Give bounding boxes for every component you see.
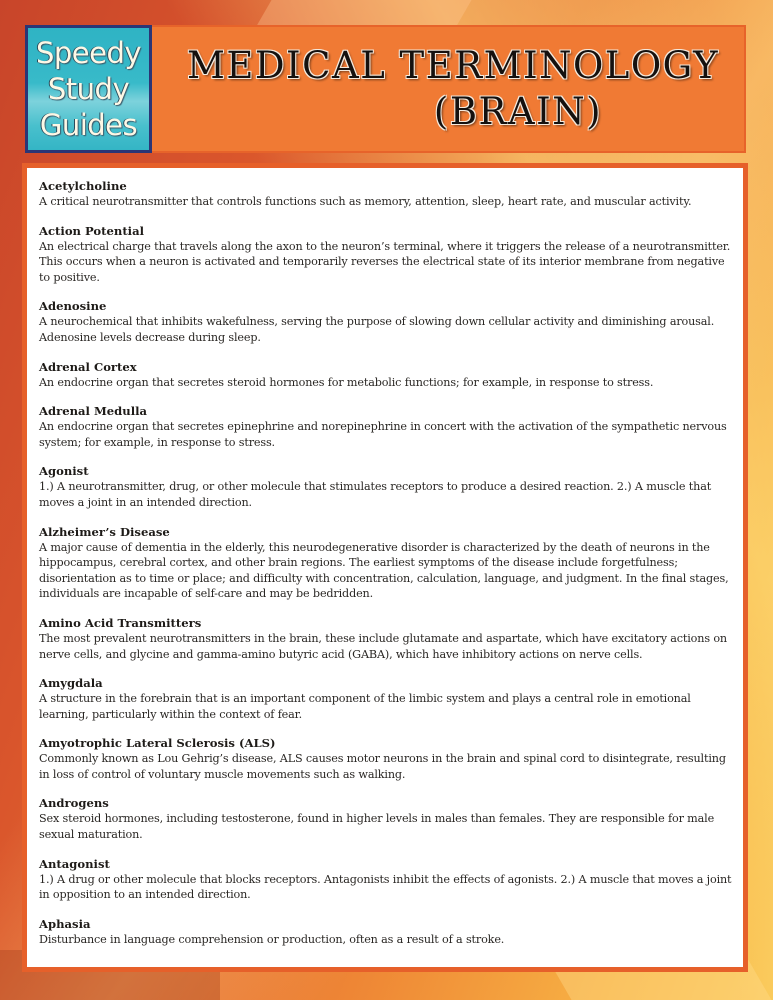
term-heading: Aphasia: [39, 916, 91, 931]
glossary-entry: [39, 298, 733, 345]
term-definition: Sex steroid hormones, including testosterone, found in higher levels in males than females. They are responsible for male sexual maturation.: [39, 812, 715, 842]
content-frame: [22, 163, 748, 972]
term-definition: Disturbance in language comprehension or production, often as a result of a stroke.: [39, 932, 505, 946]
glossary-entry: [39, 524, 733, 602]
glossary-entry: [39, 615, 733, 662]
glossary-entry: [39, 403, 733, 450]
term-heading: Androgens: [39, 796, 109, 811]
page-subtitle: (BRAIN): [433, 90, 603, 133]
term-heading: Agonist: [39, 464, 89, 479]
term-heading: Adenosine: [39, 299, 107, 314]
term-heading: Amygdala: [39, 676, 103, 691]
term-heading: Alzheimer’s Disease: [39, 524, 170, 539]
glossary-entry: [39, 916, 733, 948]
glossary-entry: [39, 675, 733, 722]
term-definition: An endocrine organ that secretes steroid hormones for metabolic functions; for example, in response to stress.: [39, 375, 654, 389]
term-heading: Acetylcholine: [39, 179, 127, 193]
term-definition: An endocrine organ that secretes epinephrine and norepinephrine in concert with the activation of the sympathetic nervous system; for example, in response to stress.: [39, 420, 727, 449]
term-definition: 1.) A neurotransmitter, drug, or other molecule that stimulates receptors to produce a desired reaction. 2.) A muscle that moves a joint in an intended direction.: [39, 480, 712, 509]
term-heading: Antagonist: [39, 856, 110, 871]
term-definition: A neurochemical that inhibits wakefulness, serving the purpose of slowing down cellular activity and diminishing arousal. Adenosine levels decrease during sleep.: [39, 315, 715, 344]
logo-line: Study: [47, 72, 130, 106]
glossary-entry: [39, 856, 733, 903]
term-definition: Commonly known as Lou Gehrig’s disease, ALS causes motor neurons in the brain and spinal cord to disintegrate, resulting in loss of control of voluntary muscle movements such as walking.: [39, 752, 726, 781]
logo-line: Speedy: [35, 36, 142, 70]
speedy-study-guides-logo: [25, 25, 152, 153]
term-heading: Amino Acid Transmitters: [39, 615, 202, 630]
title-banner: [150, 25, 746, 153]
term-heading: Adrenal Cortex: [39, 359, 137, 374]
glossary-entry: [39, 735, 733, 782]
term-definition: 1.) A drug or other molecule that blocks receptors. Antagonists inhibit the effects of agonists. 2.) A muscle that moves a joint in opposition to an intended direction.: [39, 872, 732, 902]
logo-line: Guides: [39, 108, 138, 142]
term-heading: Action Potential: [39, 223, 144, 238]
glossary-entry: [39, 223, 733, 286]
term-definition: A critical neurotransmitter that controls functions such as memory, attention, sleep, heart rate, and muscular activity.: [39, 195, 692, 208]
term-definition: A structure in the forebrain that is an important component of the limbic system and plays a central role in emotional learning, particularly within the context of fear.: [39, 692, 691, 721]
glossary-entry: [39, 178, 733, 210]
page-title: MEDICAL TERMINOLOGY: [186, 44, 720, 87]
glossary-entry: [39, 359, 733, 391]
term-heading: Adrenal Medulla: [39, 404, 148, 419]
term-definition: An electrical charge that travels along the axon to the neuron’s terminal, where it triggers the release of a neurotransmitter. This occurs when a neuron is activated and temporarily reverses the electrical state of its interior membrane from negative to positive.: [39, 239, 731, 284]
term-definition: A major cause of dementia in the elderly, this neurodegenerative disorder is characterized by the death of neurons in the hippocampus, cerebral cortex, and other brain regions. The earliest symptoms of the disease include forgetfulness; disorientation as to time or place; and difficulty with concentration, calculation, language, and judgment. In the final stages, individuals are incapable of self-care and may be bedridden.: [39, 540, 729, 601]
glossary-list: [27, 168, 743, 967]
glossary-entry: [39, 795, 733, 842]
term-definition: The most prevalent neurotransmitters in the brain, these include glutamate and aspartate, which have excitatory actions on nerve cells, and glycine and gamma-amino butyric acid (GABA), which have inhibitory actions on nerve cells.: [39, 631, 727, 661]
glossary-entry: [39, 463, 733, 510]
term-heading: Amyotrophic Lateral Sclerosis (ALS): [39, 736, 276, 751]
